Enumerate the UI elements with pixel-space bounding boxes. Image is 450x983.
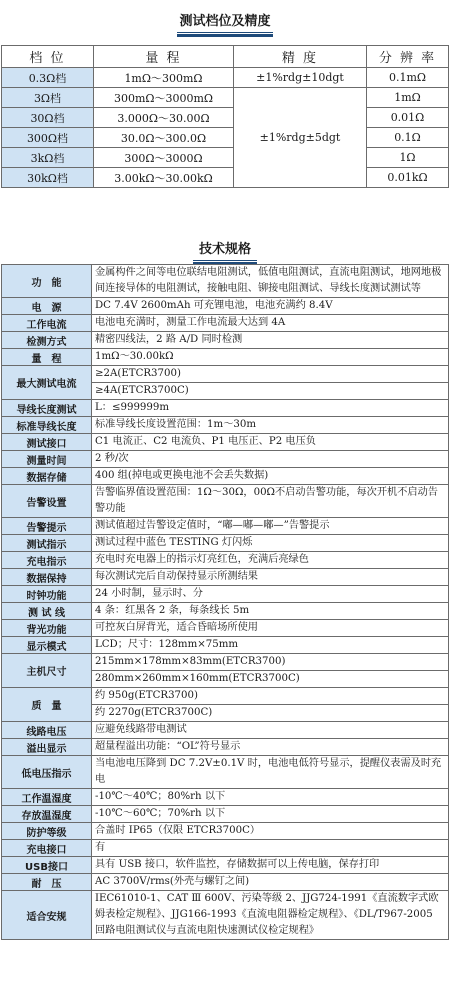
range-row: [2, 108, 449, 128]
resolution-cell: 0.01Ω: [367, 108, 449, 128]
spec-row: [2, 874, 449, 891]
spec-label: 测试指示: [2, 535, 92, 552]
spec-label: 充电接口: [2, 840, 92, 857]
spec-label: USB接口: [2, 857, 92, 874]
spec-value: L：≤999999m: [92, 400, 449, 417]
spec-value: 当电池电压降到 DC 7.2V±0.1V 时，电池电低符号显示，提醒仪表需及时充电: [92, 756, 449, 789]
span-cell: 300mΩ～3000mΩ: [94, 88, 234, 108]
spec-row: [2, 722, 449, 739]
spec-value: 电池电充满时，测量工作电流最大达到 4A: [92, 315, 449, 332]
section1-title: [0, 10, 450, 37]
spec-value: 约 2270g(ETCR3700C): [92, 705, 449, 722]
span-cell: 30.0Ω～300.0Ω: [94, 128, 234, 148]
range-accuracy-table: [1, 45, 449, 188]
range-table-header: [2, 46, 449, 68]
spec-row: [2, 552, 449, 569]
spec-value: 24 小时制，显示时、分: [92, 586, 449, 603]
spec-row: [2, 298, 449, 315]
spec-label: 溢出显示: [2, 739, 92, 756]
spec-row: [2, 857, 449, 874]
spec-label: 线路电压: [2, 722, 92, 739]
spec-table: [1, 264, 449, 940]
spec-value: 4 条：红黑各 2 条，每条线长 5m: [92, 603, 449, 620]
spec-value: -10℃～60℃；70%rh 以下: [92, 806, 449, 823]
spec-row: [2, 756, 449, 789]
spec-row: [2, 823, 449, 840]
spec-label: 告警提示: [2, 518, 92, 535]
spec-label: 工作电流: [2, 315, 92, 332]
section1-title-text: 测试档位及精度: [179, 14, 271, 29]
spec-value: -10℃～40℃；80%rh 以下: [92, 789, 449, 806]
spec-label: 最大测试电流: [2, 366, 92, 400]
spec-value: DC 7.4V 2600mAh 可充锂电池，电池充满约 8.4V: [92, 298, 449, 315]
spec-label: 显示模式: [2, 637, 92, 654]
spec-value: 280mm×260mm×160mm(ETCR3700C): [92, 671, 449, 688]
spec-value: 测试过程中蓝色 TESTING 灯闪烁: [92, 535, 449, 552]
spec-row: [2, 688, 449, 705]
spec-row: [2, 739, 449, 756]
spec-label: 存放温湿度: [2, 806, 92, 823]
header-resolution: 分 辨 率: [367, 46, 449, 68]
spec-label: 检测方式: [2, 332, 92, 349]
spec-row: [2, 400, 449, 417]
spec-value: 金属构件之间等电位联结电阻测试，低值电阻测试，直流电阻测试，地网地极间连接导体的电阻测试，接触电阻、铆接电阻测试、导线长度测试测试等: [92, 265, 449, 298]
spec-row: [2, 349, 449, 366]
spec-value: 具有 USB 接口，软件监控，存储数据可以上传电脑，保存打印: [92, 857, 449, 874]
spec-value: 超量程溢出功能：“OL”符号显示: [92, 739, 449, 756]
spec-value: 应避免线路带电测试: [92, 722, 449, 739]
spec-row: [2, 637, 449, 654]
spec-label: 数据保持: [2, 569, 92, 586]
spec-value: IEC61010-1、CAT Ⅲ 600V、污染等级 2、JJG724-1991《直流数字式欧姆表检定规程》、JJG166-1993《直流电阻器检定规程》、《DL/T967-2005 回路电阻测试仪与直流电阻快速测试仪检定规程》: [92, 891, 449, 940]
range-cell: 300Ω档: [2, 128, 94, 148]
spec-row: [2, 265, 449, 298]
spec-value: ≥2A(ETCR3700): [92, 366, 449, 383]
range-cell: 3Ω档: [2, 88, 94, 108]
spec-value: 合盖时 IP65（仅限 ETCR3700C）: [92, 823, 449, 840]
spec-label: 测试接口: [2, 434, 92, 451]
range-cell: 30kΩ档: [2, 168, 94, 188]
spec-value: 标准导线长度设置范围：1m～30m: [92, 417, 449, 434]
spec-label: 告警设置: [2, 485, 92, 518]
resolution-cell: 0.01kΩ: [367, 168, 449, 188]
spec-value: 2 秒/次: [92, 451, 449, 468]
spec-value: 可控灰白屏背光，适合昏暗场所使用: [92, 620, 449, 637]
accuracy-cell: ±1%rdg±10dgt: [234, 68, 367, 88]
resolution-cell: 1mΩ: [367, 88, 449, 108]
range-row: [2, 148, 449, 168]
spec-row: [2, 654, 449, 671]
spec-row: [2, 569, 449, 586]
spec-row: [2, 451, 449, 468]
spec-label: 工作温湿度: [2, 789, 92, 806]
range-cell: 3kΩ档: [2, 148, 94, 168]
accuracy-cell: ±1%rdg±5dgt: [234, 88, 367, 188]
span-cell: 3.000Ω～30.00Ω: [94, 108, 234, 128]
spec-row: [2, 789, 449, 806]
span-cell: 1mΩ～300mΩ: [94, 68, 234, 88]
spec-value: 215mm×178mm×83mm(ETCR3700): [92, 654, 449, 671]
spec-row: [2, 840, 449, 857]
spec-label: 数据存储: [2, 468, 92, 485]
spec-row: [2, 891, 449, 940]
spec-label: 标准导线长度: [2, 417, 92, 434]
spec-label: 背光功能: [2, 620, 92, 637]
spec-row: [2, 315, 449, 332]
spec-label: 适合安规: [2, 891, 92, 940]
spec-label: 量 程: [2, 349, 92, 366]
range-table-body: [2, 68, 449, 188]
spec-value: ≥4A(ETCR3700C): [92, 383, 449, 400]
span-cell: 3.00kΩ～30.00kΩ: [94, 168, 234, 188]
spec-value: 每次测试完后自动保持显示所测结果: [92, 569, 449, 586]
section1-title-underline: [177, 32, 273, 37]
spec-row: [2, 806, 449, 823]
spec-value: 约 950g(ETCR3700): [92, 688, 449, 705]
spec-value: 有: [92, 840, 449, 857]
range-cell: 30Ω档: [2, 108, 94, 128]
spec-value: 1mΩ～30.00kΩ: [92, 349, 449, 366]
spec-label: 功 能: [2, 265, 92, 298]
spec-label: 耐 压: [2, 874, 92, 891]
spec-row: [2, 434, 449, 451]
spec-value: 充电时充电器上的指示灯亮红色，充满后亮绿色: [92, 552, 449, 569]
spec-label: 主机尺寸: [2, 654, 92, 688]
range-row: [2, 168, 449, 188]
spec-value: LCD；尺寸：128mm×75mm: [92, 637, 449, 654]
spec-value: 测试值超过告警设定值时，“嘟—嘟—嘟—”告警提示: [92, 518, 449, 535]
range-row: [2, 68, 449, 88]
spec-label: 充电指示: [2, 552, 92, 569]
spec-value: AC 3700V/rms(外壳与螺钉之间): [92, 874, 449, 891]
spec-row: [2, 468, 449, 485]
spec-label: 测 试 线: [2, 603, 92, 620]
spec-table-body: [2, 265, 449, 940]
spec-label: 电 源: [2, 298, 92, 315]
section2-title-text: 技术规格: [198, 242, 251, 257]
spec-label: 测量时间: [2, 451, 92, 468]
spec-value: C1 电流正、C2 电流负、P1 电压正、P2 电压负: [92, 434, 449, 451]
range-cell: 0.3Ω档: [2, 68, 94, 88]
spec-label: 低电压指示: [2, 756, 92, 789]
spec-value: 精密四线法，2 路 A/D 同时检测: [92, 332, 449, 349]
spec-label: 质 量: [2, 688, 92, 722]
spec-row: [2, 485, 449, 518]
spec-label: 导线长度测试: [2, 400, 92, 417]
spec-value: 400 组(掉电或更换电池不会丢失数据): [92, 468, 449, 485]
resolution-cell: 0.1mΩ: [367, 68, 449, 88]
header-accuracy: 精 度: [234, 46, 367, 68]
span-cell: 300Ω～3000Ω: [94, 148, 234, 168]
resolution-cell: 1Ω: [367, 148, 449, 168]
spec-row: [2, 417, 449, 434]
range-row: [2, 128, 449, 148]
section2-title: [0, 238, 450, 265]
range-row: [2, 88, 449, 108]
spec-label: 时钟功能: [2, 586, 92, 603]
spec-row: [2, 586, 449, 603]
spec-row: [2, 518, 449, 535]
spec-label: 防护等级: [2, 823, 92, 840]
spec-value: 告警临界值设置范围：1Ω～30Ω，00Ω不启动告警功能，每次开机不启动告警功能: [92, 485, 449, 518]
header-span: 量 程: [94, 46, 234, 68]
spec-row: [2, 620, 449, 637]
spec-row: [2, 603, 449, 620]
spec-row: [2, 366, 449, 383]
spec-row: [2, 535, 449, 552]
resolution-cell: 0.1Ω: [367, 128, 449, 148]
header-range: 档 位: [2, 46, 94, 68]
spec-row: [2, 332, 449, 349]
